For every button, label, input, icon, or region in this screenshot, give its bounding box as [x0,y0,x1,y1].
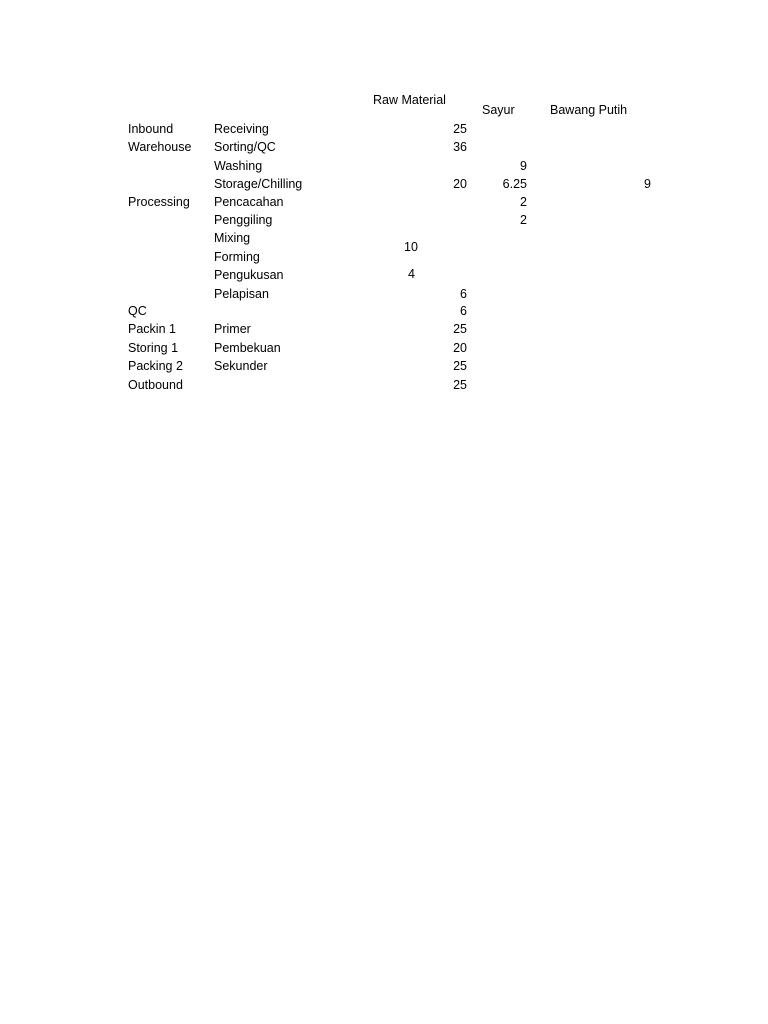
raw-material-cell: 25 [453,122,467,136]
sayur-cell: 9 [520,159,527,173]
process-cell: Pelapisan [214,287,269,301]
stage-cell: Processing [128,195,190,209]
process-cell: Sorting/QC [214,140,276,154]
process-cell: Pencacahan [214,195,284,209]
stage-cell: QC [128,304,147,318]
merged-value-mixing-forming: 10 [404,240,418,254]
process-cell: Pembekuan [214,341,281,355]
bawang-putih-cell: 9 [644,177,651,191]
raw-material-cell: 25 [453,359,467,373]
stage-cell: Packing 2 [128,359,183,373]
stage-cell: Inbound [128,122,174,136]
process-cell: Mixing [214,231,251,245]
process-cell: Pengukusan [214,268,284,282]
process-cell: Forming [214,250,260,264]
process-cell: Storage/Chilling [214,177,303,191]
sayur-cell: 2 [520,213,527,227]
process-cell: Primer [214,322,251,336]
header-sayur: Sayur [482,103,515,117]
merged-value-pengukusan: 4 [408,267,415,281]
process-cell: Penggiling [214,213,273,227]
stage-cell: Warehouse [128,140,192,154]
raw-material-cell: 6 [460,287,467,301]
process-cell: Receiving [214,122,269,136]
header-bawang-putih: Bawang Putih [550,103,628,117]
raw-material-cell: 6 [460,304,467,318]
process-cell: Sekunder [214,359,268,373]
stage-cell: Storing 1 [128,341,179,355]
raw-material-cell: 20 [453,177,467,191]
stage-cell: Packin 1 [128,322,176,336]
raw-material-cell: 20 [453,341,467,355]
header-raw-material: Raw Material [373,93,446,107]
stage-cell: Outbound [128,378,183,392]
sayur-cell: 6.25 [502,177,527,191]
process-cell: Washing [214,159,263,173]
raw-material-cell: 25 [453,322,467,336]
raw-material-cell: 36 [453,140,467,154]
sayur-cell: 2 [520,195,527,209]
raw-material-cell: 25 [453,378,467,392]
